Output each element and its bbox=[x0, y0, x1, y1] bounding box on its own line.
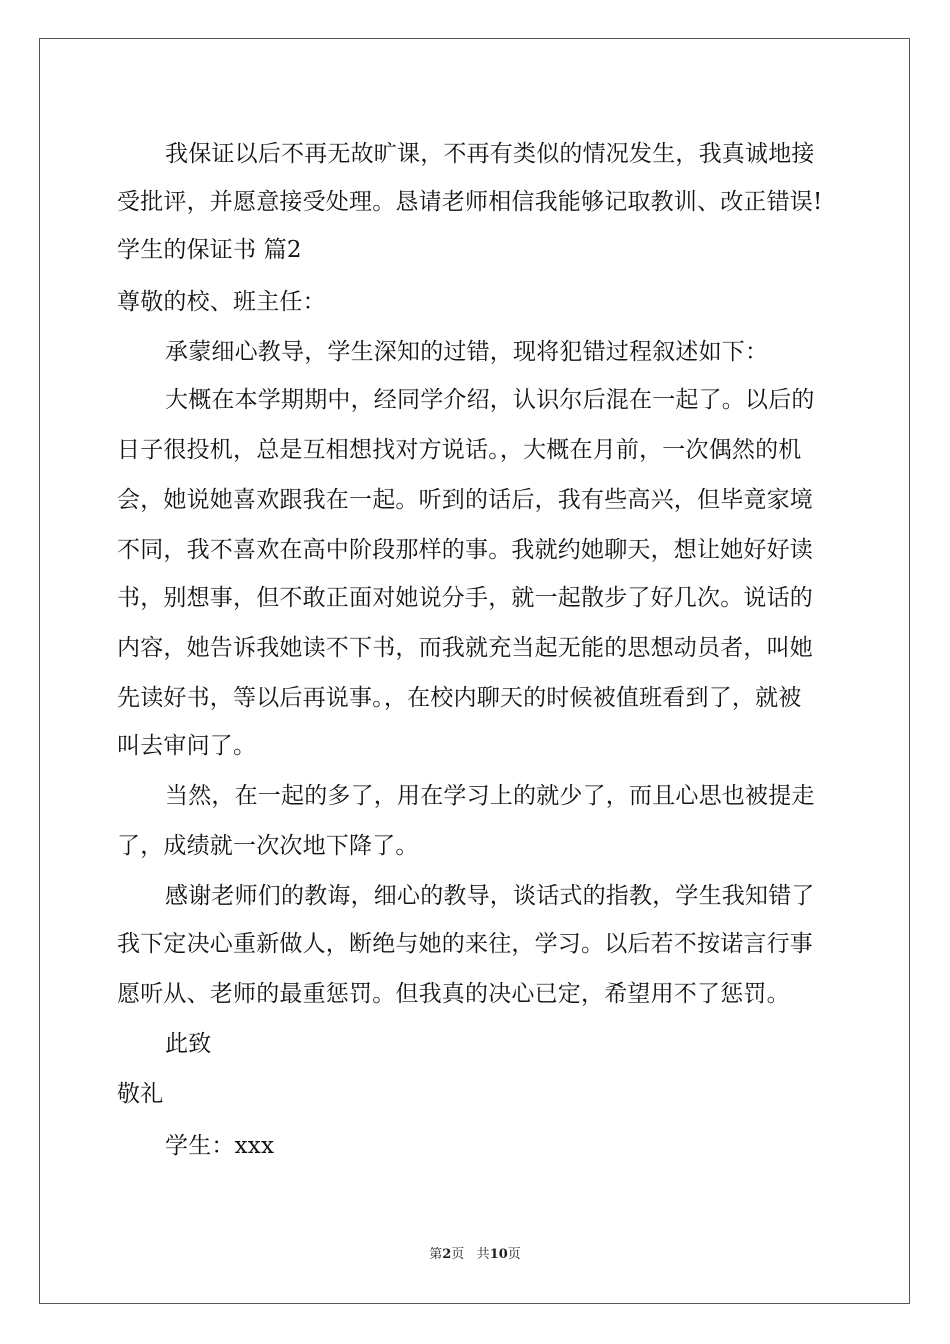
paragraph-line: 不同，我不喜欢在高中阶段那样的事。我就约她聊天，想让她好好读 bbox=[117, 537, 813, 563]
paragraph-line: 我下定决心重新做人，断绝与她的来往，学习。以后若不按诺言行事 bbox=[117, 931, 813, 957]
section-heading: 学生的保证书 篇2 bbox=[117, 237, 302, 263]
paragraph-line: 先读好书，等以后再说事。，在校内聊天的时候被值班看到了，就被 bbox=[117, 685, 802, 711]
paragraph-line: 当然，在一起的多了，用在学习上的就少了，而且心思也被提走 bbox=[165, 783, 815, 809]
paragraph-line: 我保证以后不再无故旷课，不再有类似的情况发生，我真诚地接 bbox=[165, 141, 815, 167]
paragraph-line: 大概在本学期期中，经同学介绍，认识尔后混在一起了。以后的 bbox=[165, 387, 815, 413]
paragraph-line: 感谢老师们的教诲，细心的教导，谈话式的指教，学生我知错了 bbox=[165, 883, 815, 909]
paragraph-line: 内容，她告诉我她读不下书，而我就充当起无能的思想动员者，叫她 bbox=[117, 635, 813, 661]
footer-page-number: 2 bbox=[442, 1247, 452, 1262]
closing-line: 敬礼 bbox=[117, 1081, 164, 1107]
paragraph-line: 了，成绩就一次次地下降了。 bbox=[117, 833, 419, 859]
footer-page-prefix: 第 bbox=[429, 1247, 443, 1262]
paragraph-line: 会，她说她喜欢跟我在一起。听到的话后，我有些高兴，但毕竟家境 bbox=[117, 487, 813, 513]
paragraph-line: 书，别想事，但不敢正面对她说分手，就一起散步了好几次。说话的 bbox=[117, 585, 813, 611]
footer-total-suffix: 页 bbox=[507, 1247, 521, 1262]
paragraph-line: 愿听从、老师的最重惩罚。但我真的决心已定，希望用不了惩罚。 bbox=[117, 981, 790, 1007]
footer-total-number: 10 bbox=[489, 1247, 508, 1262]
footer-page-suffix: 页 bbox=[451, 1247, 465, 1262]
paragraph-line: 承蒙细心教导，学生深知的过错，现将犯错过程叙述如下： bbox=[165, 339, 769, 365]
paragraph-line: 受批评，并愿意接受处理。恳请老师相信我能够记取教训、改正错误! bbox=[117, 189, 823, 215]
closing-line: 此致 bbox=[165, 1031, 212, 1057]
paragraph-line: 叫去审问了。 bbox=[117, 733, 257, 759]
signature-line: 学生：xxx bbox=[165, 1133, 275, 1159]
paragraph-line: 日子很投机，总是互相想找对方说话。，大概在月前，一次偶然的机 bbox=[117, 437, 802, 463]
footer-total-prefix: 共 bbox=[476, 1247, 490, 1262]
page-footer bbox=[0, 1243, 950, 1262]
salutation: 尊敬的校、班主任： bbox=[117, 289, 326, 315]
